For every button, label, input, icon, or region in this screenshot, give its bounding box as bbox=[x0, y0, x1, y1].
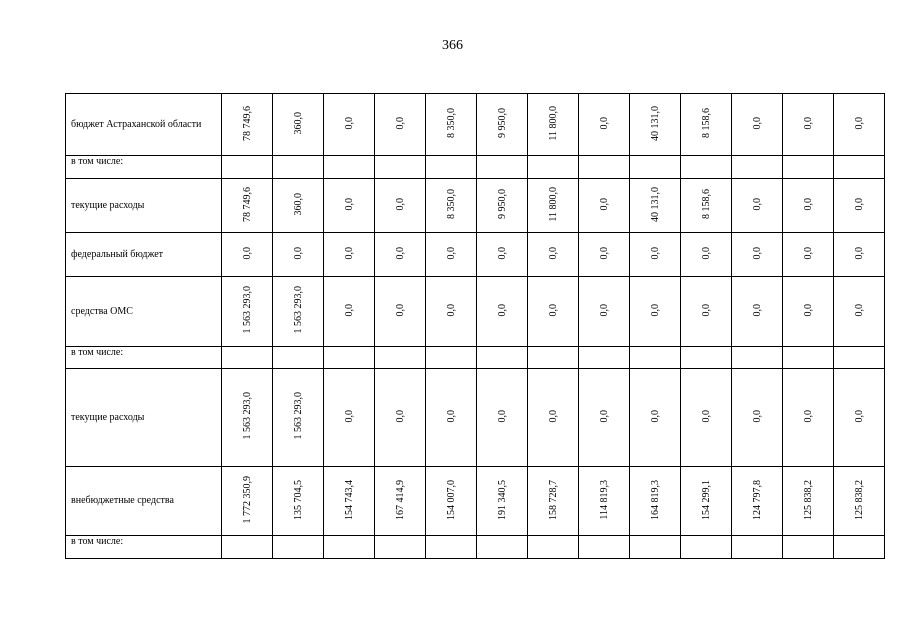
value-cell bbox=[681, 94, 732, 156]
value-cell bbox=[273, 156, 324, 179]
cell-value: 124 797,8 bbox=[751, 479, 763, 520]
cell-value: 0,0 bbox=[496, 303, 508, 317]
value-cell bbox=[273, 179, 324, 233]
value-cell bbox=[375, 536, 426, 559]
cell-value: 125 838,2 bbox=[853, 479, 865, 520]
cell-value: 0,0 bbox=[394, 303, 406, 317]
value-cell bbox=[273, 233, 324, 277]
value-cell bbox=[732, 277, 783, 347]
cell-value: 0,0 bbox=[343, 303, 355, 317]
value-cell bbox=[375, 277, 426, 347]
value-cell bbox=[477, 233, 528, 277]
cell-value: 0,0 bbox=[700, 246, 712, 260]
row-label: в том числе: bbox=[66, 536, 222, 559]
value-cell bbox=[222, 156, 273, 179]
cell-value: 1 772 350,9 bbox=[241, 475, 253, 524]
value-cell bbox=[222, 536, 273, 559]
cell-value: 78 749,6 bbox=[241, 186, 253, 222]
cell-value: 0,0 bbox=[598, 409, 610, 423]
cell-value: 0,0 bbox=[241, 246, 253, 260]
value-cell bbox=[732, 347, 783, 369]
cell-value: 40 131,0 bbox=[649, 186, 661, 222]
table-row bbox=[66, 156, 885, 179]
cell-value: 154 007,0 bbox=[445, 479, 457, 520]
value-cell bbox=[324, 94, 375, 156]
cell-value: 0,0 bbox=[598, 303, 610, 317]
value-cell bbox=[681, 277, 732, 347]
value-cell bbox=[426, 94, 477, 156]
value-cell bbox=[375, 369, 426, 467]
cell-value: 154 299,1 bbox=[700, 479, 712, 520]
value-cell bbox=[681, 536, 732, 559]
value-cell bbox=[375, 94, 426, 156]
value-cell bbox=[528, 94, 579, 156]
cell-value: 1 563 293,0 bbox=[292, 392, 304, 440]
value-cell bbox=[732, 233, 783, 277]
page-number: 366 bbox=[442, 38, 463, 53]
value-cell bbox=[834, 347, 885, 369]
value-cell bbox=[528, 536, 579, 559]
value-cell bbox=[579, 94, 630, 156]
value-cell bbox=[783, 94, 834, 156]
value-cell bbox=[630, 467, 681, 536]
cell-value: 164 819,3 bbox=[649, 479, 661, 520]
value-cell bbox=[273, 467, 324, 536]
value-cell bbox=[783, 536, 834, 559]
value-cell bbox=[477, 369, 528, 467]
value-cell bbox=[528, 179, 579, 233]
value-cell bbox=[732, 369, 783, 467]
value-cell bbox=[630, 179, 681, 233]
value-cell bbox=[783, 347, 834, 369]
value-cell bbox=[222, 467, 273, 536]
table-row bbox=[66, 347, 885, 369]
value-cell bbox=[324, 536, 375, 559]
cell-value: 0,0 bbox=[496, 409, 508, 423]
value-cell bbox=[426, 467, 477, 536]
cell-value: 8 158,6 bbox=[700, 189, 712, 219]
value-cell bbox=[579, 467, 630, 536]
value-cell bbox=[477, 277, 528, 347]
cell-value: 8 350,0 bbox=[445, 108, 457, 138]
cell-value: 0,0 bbox=[751, 197, 763, 211]
value-cell bbox=[834, 156, 885, 179]
row-label: бюджет Астраханской области bbox=[66, 94, 222, 156]
cell-value: 0,0 bbox=[853, 116, 865, 130]
value-cell bbox=[834, 536, 885, 559]
value-cell bbox=[273, 94, 324, 156]
value-cell bbox=[273, 536, 324, 559]
cell-value: 167 414,9 bbox=[394, 479, 406, 520]
cell-value: 0,0 bbox=[547, 303, 559, 317]
value-cell bbox=[681, 156, 732, 179]
value-cell bbox=[273, 277, 324, 347]
cell-value: 0,0 bbox=[853, 303, 865, 317]
cell-value: 0,0 bbox=[853, 197, 865, 211]
value-cell bbox=[681, 467, 732, 536]
value-cell bbox=[477, 536, 528, 559]
value-cell bbox=[528, 369, 579, 467]
cell-value: 0,0 bbox=[802, 409, 814, 423]
cell-value: 1 563 293,0 bbox=[241, 392, 253, 440]
row-label: в том числе: bbox=[66, 156, 222, 179]
value-cell bbox=[732, 179, 783, 233]
value-cell bbox=[375, 179, 426, 233]
value-cell bbox=[630, 369, 681, 467]
value-cell bbox=[477, 467, 528, 536]
value-cell bbox=[222, 369, 273, 467]
value-cell bbox=[579, 277, 630, 347]
cell-value: 158 728,7 bbox=[547, 479, 559, 520]
cell-value: 1 563 293,0 bbox=[241, 286, 253, 334]
cell-value: 0,0 bbox=[751, 303, 763, 317]
value-cell bbox=[426, 156, 477, 179]
value-cell bbox=[579, 179, 630, 233]
value-cell bbox=[834, 277, 885, 347]
value-cell bbox=[426, 369, 477, 467]
cell-value: 0,0 bbox=[802, 246, 814, 260]
value-cell bbox=[681, 179, 732, 233]
value-cell bbox=[375, 467, 426, 536]
value-cell bbox=[630, 233, 681, 277]
cell-value: 0,0 bbox=[649, 409, 661, 423]
value-cell bbox=[222, 347, 273, 369]
value-cell bbox=[732, 94, 783, 156]
value-cell bbox=[681, 347, 732, 369]
value-cell bbox=[477, 156, 528, 179]
value-cell bbox=[579, 233, 630, 277]
cell-value: 1 563 293,0 bbox=[292, 286, 304, 334]
value-cell bbox=[630, 347, 681, 369]
value-cell bbox=[375, 233, 426, 277]
cell-value: 154 743,4 bbox=[343, 479, 355, 520]
value-cell bbox=[783, 467, 834, 536]
row-label: в том числе: bbox=[66, 347, 222, 369]
value-cell bbox=[477, 179, 528, 233]
value-cell bbox=[528, 347, 579, 369]
cell-value: 11 800,0 bbox=[547, 105, 559, 141]
value-cell bbox=[834, 179, 885, 233]
value-cell bbox=[324, 233, 375, 277]
cell-value: 0,0 bbox=[445, 246, 457, 260]
value-cell bbox=[834, 94, 885, 156]
value-cell bbox=[630, 277, 681, 347]
cell-value: 0,0 bbox=[649, 303, 661, 317]
cell-value: 0,0 bbox=[853, 409, 865, 423]
cell-value: 0,0 bbox=[343, 409, 355, 423]
table-row bbox=[66, 536, 885, 559]
value-cell bbox=[579, 536, 630, 559]
cell-value: 0,0 bbox=[853, 246, 865, 260]
value-cell bbox=[579, 347, 630, 369]
cell-value: 135 704,5 bbox=[292, 479, 304, 520]
value-cell bbox=[783, 277, 834, 347]
cell-value: 0,0 bbox=[496, 246, 508, 260]
budget-table bbox=[65, 93, 885, 559]
value-cell bbox=[426, 233, 477, 277]
value-cell bbox=[477, 347, 528, 369]
cell-value: 0,0 bbox=[751, 409, 763, 423]
cell-value: 0,0 bbox=[598, 116, 610, 130]
value-cell bbox=[579, 156, 630, 179]
value-cell bbox=[783, 179, 834, 233]
cell-value: 0,0 bbox=[802, 116, 814, 130]
cell-value: 360,0 bbox=[292, 111, 304, 135]
value-cell bbox=[222, 277, 273, 347]
value-cell bbox=[783, 233, 834, 277]
value-cell bbox=[324, 156, 375, 179]
value-cell bbox=[732, 156, 783, 179]
value-cell bbox=[579, 369, 630, 467]
cell-value: 0,0 bbox=[292, 246, 304, 260]
cell-value: 0,0 bbox=[343, 246, 355, 260]
cell-value: 8 158,6 bbox=[700, 108, 712, 138]
cell-value: 0,0 bbox=[751, 246, 763, 260]
value-cell bbox=[681, 369, 732, 467]
cell-value: 11 800,0 bbox=[547, 186, 559, 222]
cell-value: 0,0 bbox=[547, 409, 559, 423]
cell-value: 0,0 bbox=[802, 197, 814, 211]
cell-value: 114 819,3 bbox=[598, 479, 610, 520]
value-cell bbox=[273, 347, 324, 369]
value-cell bbox=[834, 467, 885, 536]
cell-value: 0,0 bbox=[394, 246, 406, 260]
value-cell bbox=[732, 467, 783, 536]
cell-value: 0,0 bbox=[700, 409, 712, 423]
value-cell bbox=[528, 467, 579, 536]
row-label: средства ОМС bbox=[66, 277, 222, 347]
table-row bbox=[66, 179, 885, 233]
value-cell bbox=[528, 277, 579, 347]
value-cell bbox=[783, 156, 834, 179]
cell-value: 0,0 bbox=[343, 116, 355, 130]
value-cell bbox=[375, 156, 426, 179]
value-cell bbox=[834, 233, 885, 277]
cell-value: 9 950,0 bbox=[496, 108, 508, 138]
value-cell bbox=[426, 536, 477, 559]
row-label: текущие расходы bbox=[66, 369, 222, 467]
value-cell bbox=[324, 467, 375, 536]
cell-value: 40 131,0 bbox=[649, 105, 661, 141]
cell-value: 360,0 bbox=[292, 192, 304, 216]
cell-value: 125 838,2 bbox=[802, 479, 814, 520]
cell-value: 0,0 bbox=[394, 116, 406, 130]
cell-value: 0,0 bbox=[598, 197, 610, 211]
cell-value: 0,0 bbox=[445, 303, 457, 317]
value-cell bbox=[222, 94, 273, 156]
table-row bbox=[66, 467, 885, 536]
cell-value: 8 350,0 bbox=[445, 189, 457, 219]
value-cell bbox=[426, 347, 477, 369]
value-cell bbox=[324, 179, 375, 233]
value-cell bbox=[477, 94, 528, 156]
value-cell bbox=[426, 277, 477, 347]
value-cell bbox=[324, 369, 375, 467]
cell-value: 0,0 bbox=[394, 197, 406, 211]
value-cell bbox=[630, 94, 681, 156]
value-cell bbox=[783, 369, 834, 467]
cell-value: 191 340,5 bbox=[496, 479, 508, 520]
cell-value: 0,0 bbox=[649, 246, 661, 260]
value-cell bbox=[834, 369, 885, 467]
value-cell bbox=[426, 179, 477, 233]
value-cell bbox=[732, 536, 783, 559]
value-cell bbox=[222, 179, 273, 233]
cell-value: 0,0 bbox=[445, 409, 457, 423]
value-cell bbox=[528, 233, 579, 277]
row-label: внебюджетные средства bbox=[66, 467, 222, 536]
cell-value: 0,0 bbox=[343, 197, 355, 211]
cell-value: 0,0 bbox=[700, 303, 712, 317]
cell-value: 0,0 bbox=[802, 303, 814, 317]
cell-value: 0,0 bbox=[547, 246, 559, 260]
value-cell bbox=[324, 347, 375, 369]
value-cell bbox=[681, 233, 732, 277]
value-cell bbox=[324, 277, 375, 347]
cell-value: 0,0 bbox=[751, 116, 763, 130]
value-cell bbox=[630, 536, 681, 559]
cell-value: 9 950,0 bbox=[496, 189, 508, 219]
row-label: федеральный бюджет bbox=[66, 233, 222, 277]
cell-value: 78 749,6 bbox=[241, 105, 253, 141]
row-label: текущие расходы bbox=[66, 179, 222, 233]
value-cell bbox=[273, 369, 324, 467]
value-cell bbox=[630, 156, 681, 179]
table-row bbox=[66, 94, 885, 156]
value-cell bbox=[375, 347, 426, 369]
table-row bbox=[66, 233, 885, 277]
table-row bbox=[66, 369, 885, 467]
cell-value: 0,0 bbox=[394, 409, 406, 423]
value-cell bbox=[222, 233, 273, 277]
cell-value: 0,0 bbox=[598, 246, 610, 260]
value-cell bbox=[528, 156, 579, 179]
table-row bbox=[66, 277, 885, 347]
